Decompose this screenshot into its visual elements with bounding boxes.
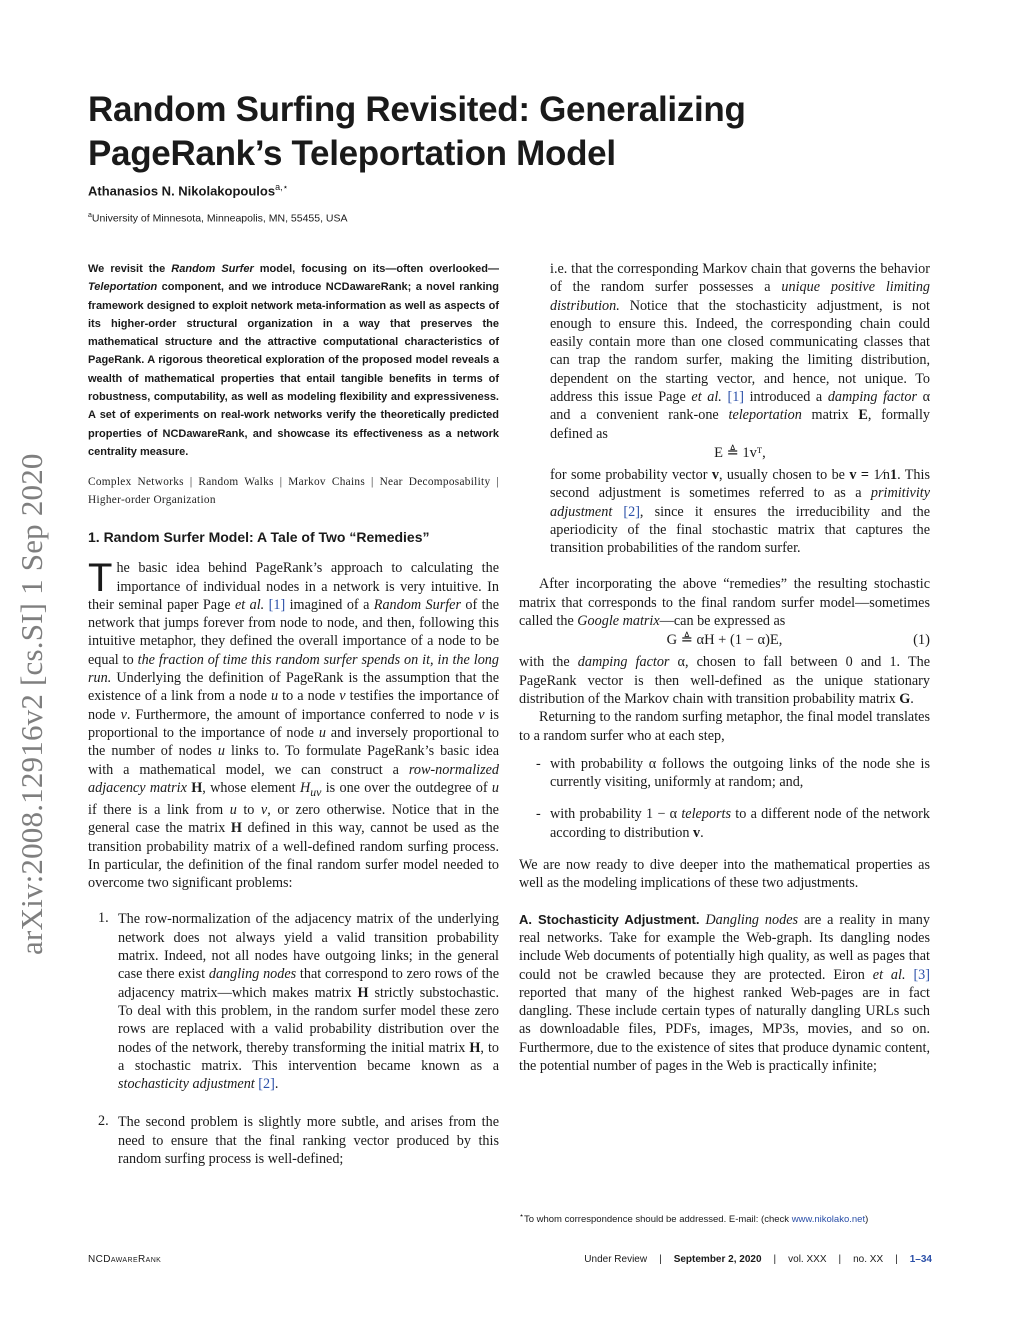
list-item-text: The row-normalization of the adjacency matrix of the underlying network does not always yield a valid transition probability matrix. Indeed, not all nodes have outgoing links; in the general case there exist dangling nodes that correspond to zero rows of the adjacency matrix—which makes matrix H strictly substochastic. To deal with this problem, in the random surfer model these zero rows are replaced with a valid probability distribution over the nodes of the network, thereby transforming the initial matrix H, to a stochastic matrix. This intervention became known as a stochasticity adjustment [2].: [118, 911, 500, 1093]
list-item-text: with probability α follows the outgoing links of the node she is currently visiting, uniformly at random; and,: [550, 755, 930, 791]
left-column: [88, 260, 499, 1188]
intro-paragraph: [88, 556, 500, 892]
dash-marker: -: [536, 806, 541, 823]
equation-G-body: G ≜ αH + (1 − α)E,: [666, 632, 783, 649]
author-line: [88, 182, 288, 198]
keywords: Complex Networks | Random Walks | Markov Chains | Near Decomposability | Higher-order Organization: [88, 476, 499, 507]
footer-left: NCDawareRank: [88, 1254, 162, 1265]
ready-paragraph: We are now ready to dive deeper into the mathematical properties as well as the modeling implications of these two adjustments.: [519, 857, 930, 892]
right-column: [519, 260, 930, 1075]
footer-pages: 1–34: [909, 1254, 932, 1265]
subsection-a-title: A. Stochasticity Adjustment.: [519, 911, 700, 927]
paper-title: Random Surfing Revisited: Generalizing PageRank’s Teleportation Model: [88, 90, 746, 173]
abstract: We revisit the Random Surfer model, focusing on its—often overlooked—Teleportation component, and we introduce NCDawareRank; a novel ranking framework designed to exploit network meta-information as well as aspects of its higher-order structural organization in a way that preserves the mathematical structure and the attractive computational characteristics of PageRank. A rigorous theoretical exploration of the proposed model reveals a wealth of mathematical properties that entail tangible benefits in terms of robustness, computability, as well as modeling flexibility and expressiveness. A set of experiments on real-work networks verify the theoretically predicted properties of NCDawareRank, and showcase its effectiveness as a network centrality measure.: [88, 263, 499, 458]
list-item: [88, 1113, 499, 1168]
drop-cap: T: [88, 556, 113, 601]
list-item: [519, 805, 930, 842]
dash-marker: -: [536, 755, 541, 772]
footer-right: Under Review | September 2, 2020 | vol. XXX | no. XX | 1–34: [584, 1254, 932, 1265]
damping-paragraph: with the damping factor α, chosen to fall between 0 and 1. The PageRank vector is then well-defined as the unique stationary distribution of the Markov chain with transition probability matrix G.: [519, 654, 931, 707]
surfer-steps-list: [519, 755, 930, 842]
homepage-link[interactable]: www.nikolako.net: [791, 1214, 866, 1226]
list-item-text: with probability 1 − α teleports to a different node of the network according to distribution v.: [550, 806, 930, 841]
author-marks: a,⋆: [275, 182, 289, 192]
citation-link[interactable]: [3]: [913, 966, 930, 983]
problems-list: [88, 910, 499, 1168]
citation-link[interactable]: [1]: [727, 389, 745, 406]
continued-item: [519, 260, 930, 557]
primitivity-text: for some probability vector v, usually chosen to be v = 1⁄n1. This second adjustment is sometimes referred to as a primitivity adjustment [2], since it ensures the irreducibility and the aperiodicity of the final stochastic matrix that captures the transition probabilities of the random surfer.: [550, 466, 930, 557]
remedies-paragraph: After incorporating the above “remedies” the resulting stochastic matrix that corresponds to the final random surfer model—sometimes called the Google matrix—can be expressed as: [519, 576, 930, 630]
list-item: [88, 910, 499, 1093]
section-heading: 1. Random Surfer Model: A Tale of Two “Remedies”: [88, 529, 430, 546]
footer-volume: vol. XXX: [788, 1254, 827, 1265]
footnote-mark: ⋆: [519, 1211, 524, 1220]
citation-link[interactable]: [1]: [268, 596, 286, 613]
subsection-a-paragraph: [519, 911, 930, 1076]
author-name: Athanasios N. Nikolakopoulos: [88, 183, 276, 199]
intro-runs: he basic idea behind PageRank’s approach to calculating the importance of individual nodes in a network is very intuitive. In their seminal paper Page et al. [1] imagined of a Random Surfer of the network that jumps forever from node to node, and then, following this intuitive metaphor, they defined the overall importance of a node to be equal to the fraction of time this random surfer spends on it, in the long run. Underlying the definition of PageRank is the assumption that the existence of a link from a node u to a node v testifies the importance of node v. Furthermore, the amount of importance conferred to node v is proportional to the importance of node u and inversely proportional to the number of nodes u links to. To formulate PageRank’s basic idea with a mathematical model, we can construct a row-normalized adjacency matrix H, whose element $H_{uv}$ is one over the outdegree of u if there is a link from u to v, or zero otherwise. Notice that in the general case the matrix H defined in this way, cannot be used as the transition probability matrix of a well-defined random surfing process. In particular, the definition of the final random surfer model needed to overcome two significant problems:: [88, 560, 500, 892]
footer-status: Under Review: [584, 1254, 648, 1265]
list-item: [519, 755, 930, 792]
affiliation: University of Minnesota, Minneapolis, MN, 55455, USA: [91, 212, 348, 225]
list-number: 1.: [98, 910, 109, 927]
footnote: ⋆To whom correspondence should be addressed. E-mail: (check www.nikolako.net): [519, 1211, 869, 1226]
footer-date: September 2, 2020: [673, 1254, 762, 1265]
returning-paragraph: Returning to the random surfing metaphor, the final model translates to a random surfer who at each step,: [519, 709, 930, 744]
footnote-text: To whom correspondence should be addressed. E-mail: (check: [523, 1214, 792, 1226]
equation-number: (1): [913, 632, 930, 649]
affiliation-mark: a: [88, 212, 92, 219]
continued-text: i.e. that the corresponding Markov chain that governs the behavior of the random surfer possesses a unique positive limiting distribution. Notice that the stochasticity adjustment, is not enough to ensure this. Indeed, the corresponding chain could easily contain more than one closed communicating classes that can trap the random surfer, making the limiting distribution, dependent on the starting vector, and hence, not unique. To address this issue Page et al. [1] introduced a damping factor α and a convenient rank-one teleportation matrix E, formally defined as: [550, 261, 931, 442]
list-number: 2.: [98, 1113, 109, 1130]
equation-G: [519, 632, 930, 649]
citation-link[interactable]: [2]: [623, 503, 640, 520]
affiliation-line: [88, 212, 348, 225]
list-item-text: The second problem is slightly more subtle, and arises from the need to ensure that the final ranking vector produced by this random surfing process is well-defined;: [118, 1114, 499, 1167]
arxiv-stamp: arXiv:2008.12916v2 [cs.SI] 1 Sep 2020: [14, 453, 49, 955]
footer-number: no. XX: [853, 1254, 884, 1265]
subsection-a-runs: Dangling nodes are a reality in many real networks. Take for example the Web-graph. Its dangling nodes include Web documents of potentially high quality, as well as pages that could not be crawled because they are protected. Eiron et al. [3] reported that many of the highest ranked Web-pages are in fact dangling. These include certain types of naturally dangling URLs such as downloadable files, PDFs, images, MP3s, movies, and so on. Furthermore, due to the existence of sites that produce dynamic content, the potential number of pages in the Web is practically infinite;: [519, 911, 930, 1074]
equation-E: E ≜ 1vᵀ,: [714, 444, 766, 461]
citation-link[interactable]: [2]: [258, 1076, 275, 1093]
